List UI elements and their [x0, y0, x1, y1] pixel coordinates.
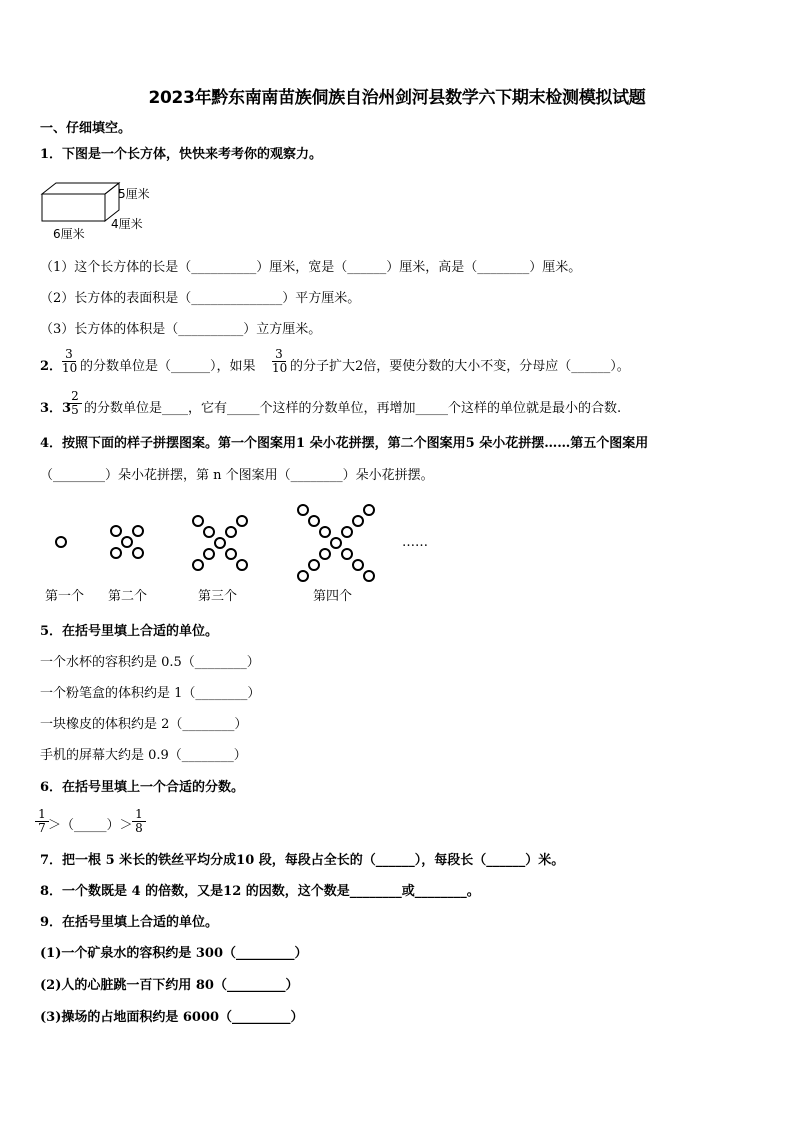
pattern-label-3: 第三个 — [198, 589, 238, 604]
q6-fraction-2: $\frac{1}{8}$ — [132, 808, 146, 835]
pattern-ellipsis: …… — [402, 535, 428, 550]
cuboid-width-label: 4厘米 — [111, 217, 143, 231]
section-heading: 一、仔细填空。 — [40, 121, 132, 136]
q5-item: 一块橡皮的体积约是 2（________） — [40, 717, 248, 732]
q2-number: 2． — [40, 359, 63, 374]
q8-text: 8．一个数既是 4 的倍数，又是12 的因数，这个数是________或________。 — [40, 884, 480, 899]
q4-line2: （________）朵小花拼摆，第 n 个图案用（________）朵小花拼摆。 — [40, 468, 434, 483]
q6-comparison: ＞（_____）＞ — [48, 818, 133, 833]
q9-item: (3)操场的占地面积约是 6000（_________） — [40, 1010, 304, 1025]
q3-fraction: $\frac{2}{5}$ — [68, 390, 82, 417]
q6-stem: 6．在括号里填上一个合适的分数。 — [40, 780, 245, 795]
q1-stem: 1．下图是一个长方体，快快来考考你的观察力。 — [40, 147, 323, 162]
q1-part2: （2）长方体的表面积是（______________）平方厘米。 — [40, 291, 361, 306]
pattern-label-4: 第四个 — [313, 589, 353, 604]
q2-fraction-1: $\frac{3}{10}$ — [62, 347, 78, 375]
q5-stem: 5．在括号里填上合适的单位。 — [40, 624, 219, 639]
q9-item: (2)人的心脏跳一百下约用 80（_________） — [40, 978, 299, 993]
pattern-label-1: 第一个 — [45, 589, 85, 604]
pattern-label-2: 第二个 — [108, 589, 148, 604]
page-title: 2023年黔东南南苗族侗族自治州剑河县数学六下期末检测模拟试题 — [148, 88, 646, 108]
q5-item: 手机的屏幕大约是 0.9（________） — [40, 748, 247, 763]
q6-fraction-1: $\frac{1}{7}$ — [35, 808, 49, 835]
q1-part1: （1）这个长方体的长是（__________）厘米，宽是（______）厘米，高是（________）厘米。 — [40, 260, 582, 275]
q2-text-1: 的分数单位是（______），如果 — [80, 359, 256, 374]
q2-text-2: 的分子扩大2倍，要使分数的大小不变，分母应（______）。 — [290, 359, 630, 374]
q5-item: 一个粉笔盒的体积约是 1（________） — [40, 686, 261, 701]
cuboid-height-label: 5厘米 — [118, 187, 150, 201]
q2-fraction-2: $\frac{3}{10}$ — [272, 347, 288, 375]
q5-item: 一个水杯的容积约是 0.5（________） — [40, 655, 260, 670]
cuboid-length-label: 6厘米 — [53, 227, 85, 241]
q1-part3: （3）长方体的体积是（__________）立方厘米。 — [40, 322, 322, 337]
q3-text: 的分数单位是____，它有_____个这样的分数单位，再增加_____个这样的单位就是最小的合数. — [84, 401, 622, 416]
q4-line1: 4．按照下面的样子拼摆图案。第一个图案用1 朵小花拼摆，第二个图案用5 朵小花拼摆……第五个图案用 — [40, 436, 649, 451]
q3-number: 3．3 — [40, 401, 72, 416]
q9-item: (1)一个矿泉水的容积约是 300（_________） — [40, 946, 308, 961]
q7-text: 7．把一根 5 米长的铁丝平均分成10 段，每段占全长的（______），每段长（______）米。 — [40, 853, 565, 868]
q9-stem: 9．在括号里填上合适的单位。 — [40, 915, 219, 930]
